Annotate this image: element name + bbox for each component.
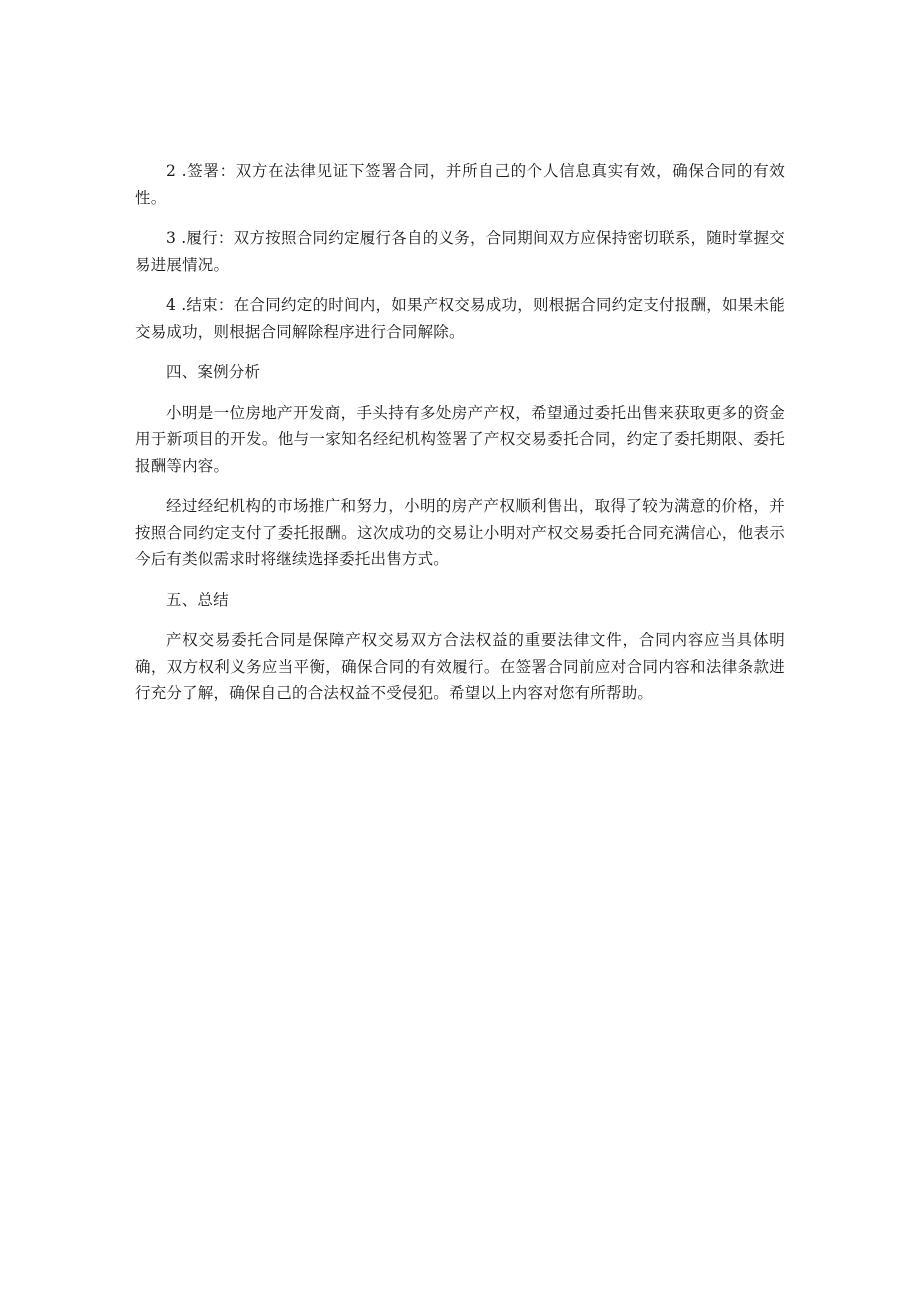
- step-end-paragraph: 4 .结束：在合同约定的时间内，如果产权交易成功，则根据合同约定支付报酬，如果未能交易成功，则根据合同解除程序进行合同解除。: [135, 296, 785, 341]
- step-perform-paragraph: 3 .履行：双方按照合同约定履行各自的义务，合同期间双方应保持密切联系，随时掌握交易进展情况。: [135, 229, 785, 274]
- step-sign-paragraph: 2 .签署：双方在法律见证下签署合同，并所自己的个人信息真实有效，确保合同的有效性。: [135, 162, 785, 207]
- summary-paragraph: 产权交易委托合同是保障产权交易双方合法权益的重要法律文件，合同内容应当具体明确，双方权利义务应当平衡，确保合同的有效履行。在签署合同前应对合同内容和法律条款进行充分了解，确保自己的合法权益不受侵犯。希望以上内容对您有所帮助。: [135, 631, 785, 702]
- section-case-analysis-heading: 四、案例分析: [166, 363, 261, 381]
- case-paragraph-2: 经过经纪机构的市场推广和努力，小明的房产产权顺利售出，取得了较为满意的价格，并按照合同约定支付了委托报酬。这次成功的交易让小明对产权交易委托合同充满信心，他表示今后有类似需求时将继续选择委托出售方式。: [135, 497, 785, 568]
- section-summary-heading: 五、总结: [166, 590, 229, 609]
- case-paragraph-1: 小明是一位房地产开发商，手头持有多处房产产权，希望通过委托出售来获取更多的资金用于新项目的开发。他与一家知名经纪机构签署了产权交易委托合同，约定了委托期限、委托报酬等内容。: [135, 403, 785, 475]
- document-body: [135, 158, 785, 721]
